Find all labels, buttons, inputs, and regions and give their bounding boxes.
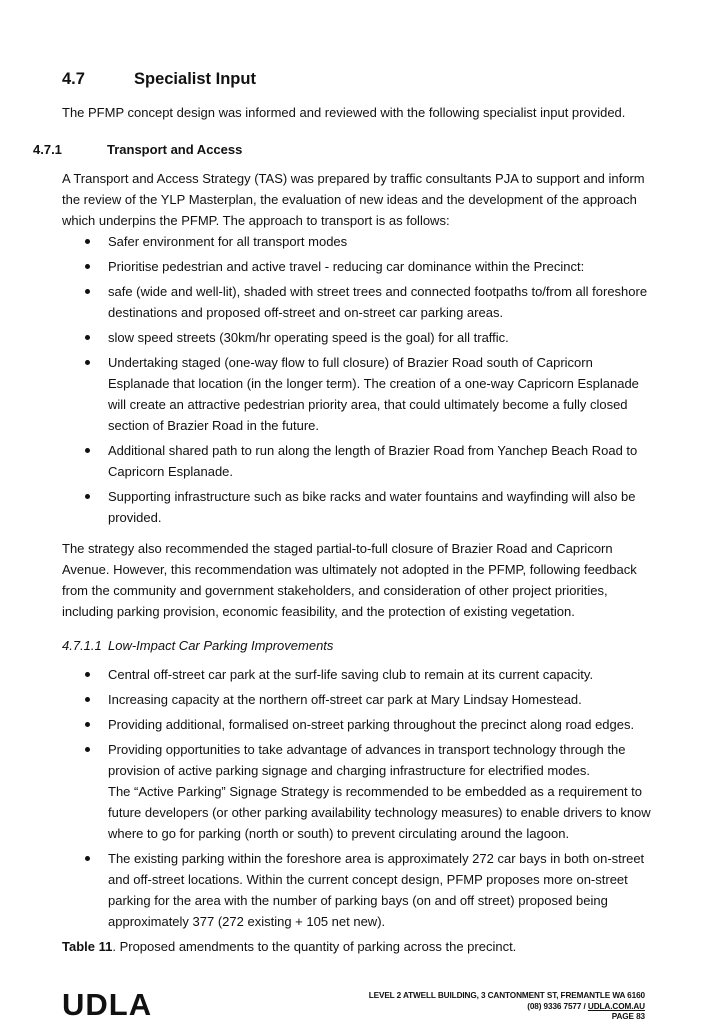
table-caption-label: Table 11 bbox=[62, 939, 113, 954]
subsection-title: Transport and Access bbox=[107, 142, 243, 157]
list-item-text: Increasing capacity at the northern off-street car park at Mary Lindsay Homestead. bbox=[108, 692, 582, 707]
parking-body bbox=[62, 664, 652, 957]
list-item: Safer environment for all transport modes bbox=[62, 231, 652, 252]
footer-phone: (08) 9336 7577 bbox=[527, 1001, 582, 1011]
list-item-text: Providing opportunities to take advantage of advances in transport technology through the provision of active parking signage and charging infrastructure for electrified modes. bbox=[108, 742, 626, 778]
list-item bbox=[62, 689, 652, 710]
list-item: Supporting infrastructure such as bike racks and water fountains and wayfinding will also be provided. bbox=[62, 486, 652, 528]
table-caption bbox=[62, 936, 652, 957]
subsubsection-title: Low-Impact Car Parking Improvements bbox=[108, 638, 334, 653]
list-item-text: Providing additional, formalised on-street parking throughout the precinct along road edges. bbox=[108, 717, 635, 732]
transport-access-body bbox=[62, 168, 652, 622]
list-item-text: The existing parking within the foreshore area is approximately 272 car bays in both on-street and off-street locations. Within the current concept design, PFMP proposes more on-street parking for the area with the number of parking bays (on and off street) proposed being approximately 377 (272 existing + 105 net new). bbox=[108, 851, 645, 929]
list-item-extra: The “Active Parking” Signage Strategy is recommended to be embedded as a requirement to future developers (or other parking availability technology measures) to enable drivers to know where to go for parking (north or south) to prevent circulating around the lagoon. bbox=[108, 784, 651, 841]
udla-logo: UDLA bbox=[62, 987, 153, 1022]
subsection-heading bbox=[33, 140, 242, 160]
list-item bbox=[62, 714, 652, 735]
tas-bullet-list bbox=[62, 231, 652, 528]
parking-bullet-list bbox=[62, 664, 652, 932]
footer-contact bbox=[369, 991, 645, 1023]
section-title: Specialist Input bbox=[134, 70, 256, 88]
subsubsection-heading bbox=[62, 636, 333, 656]
footer-website-link[interactable]: UDLA.COM.AU bbox=[587, 1001, 645, 1011]
list-item bbox=[62, 739, 652, 844]
strategy-paragraph: The strategy also recommended the staged partial-to-full closure of Brazier Road and Capricorn Avenue. However, this recommendation was ultimately not adopted in the PFMP, following feedback from the community and government stakeholders, and consideration of other project priorities, including parking provision, economic feasibility, and the protection of existing vegetation. bbox=[62, 541, 637, 619]
footer-separator: / bbox=[581, 1001, 588, 1011]
subsection-number: 4.7.1 bbox=[33, 142, 62, 157]
list-item: safe (wide and well-lit), shaded with street trees and connected footpaths to/from all foreshore destinations and proposed off-street and on-street car parking areas. bbox=[62, 281, 652, 323]
list-item: Prioritise pedestrian and active travel - reducing car dominance within the Precinct: bbox=[62, 256, 652, 277]
list-item: slow speed streets (30km/hr operating speed is the goal) for all traffic. bbox=[62, 327, 652, 348]
intro-paragraph: The PFMP concept design was informed and reviewed with the following specialist input provided. bbox=[62, 105, 626, 120]
tas-paragraph: A Transport and Access Strategy (TAS) was prepared by traffic consultants PJA to support and inform the review of the YLP Masterplan, the evaluation of new ideas and the development of the approach which underpins the PFMP. The approach to transport is as follows: bbox=[62, 171, 645, 228]
subsubsection-number: 4.7.1.1 bbox=[62, 638, 102, 653]
list-item bbox=[62, 848, 652, 932]
list-item-text: Central off-street car park at the surf-life saving club to remain at its current capacity. bbox=[108, 667, 594, 682]
footer-address: LEVEL 2 ATWELL BUILDING, 3 CANTONMENT ST, FREMANTLE WA 6160 bbox=[368, 991, 645, 1000]
table-caption-text: . Proposed amendments to the quantity of parking across the precinct. bbox=[112, 939, 517, 954]
list-item: Undertaking staged (one-way flow to full closure) of Brazier Road south of Capricorn Esplanade that location (in the longer term). The creation of a one-way Capricorn Esplanade will create an attractive pedestrian priority area, that could ultimately become a fully closed section of Brazier Road in the future. bbox=[62, 352, 652, 436]
section-heading bbox=[62, 70, 256, 89]
list-item bbox=[62, 664, 652, 685]
footer-page-number: PAGE 83 bbox=[611, 1012, 645, 1021]
list-item: Additional shared path to run along the length of Brazier Road from Yanchep Beach Road to Capricorn Esplanade. bbox=[62, 440, 652, 482]
footer-contact-line bbox=[369, 1002, 645, 1013]
section-number: 4.7 bbox=[62, 70, 85, 88]
